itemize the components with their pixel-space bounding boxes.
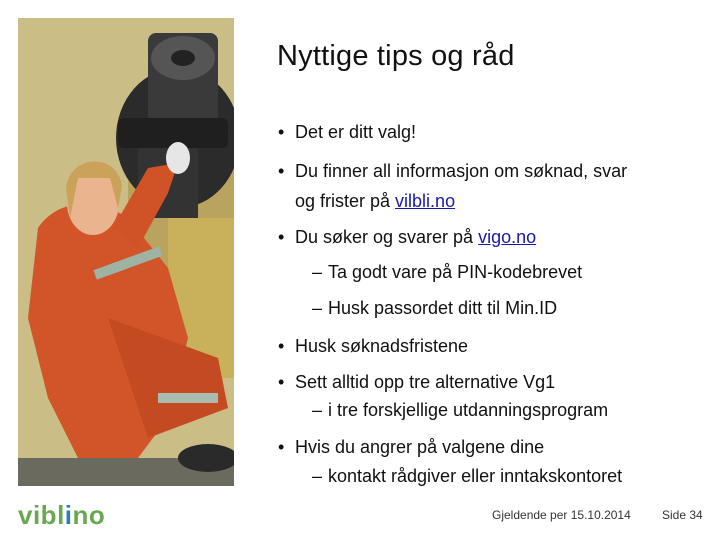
- bullet-item: [278, 159, 627, 183]
- bullet-marker: •: [278, 437, 285, 457]
- bullet-marker: •: [278, 372, 285, 392]
- dash-marker: –: [312, 400, 323, 420]
- slide-title: Nyttige tips og råd: [277, 40, 515, 72]
- logo-text-suffix: no: [72, 500, 106, 530]
- dash-marker: –: [312, 466, 323, 486]
- logo-text-prefix: vibl: [18, 500, 65, 530]
- bullet-text: Du søker og svarer på: [295, 227, 479, 247]
- worker-photo: [18, 18, 234, 486]
- dash-marker: –: [312, 298, 323, 318]
- bullet-text: Sett alltid opp tre alternative Vg1: [295, 372, 556, 392]
- sub-item: [312, 398, 608, 422]
- bullet-item: [278, 120, 416, 144]
- bullet-marker: •: [278, 227, 285, 247]
- bullet-item: [278, 225, 536, 249]
- bullet-text: Hvis du angrer på valgene dine: [295, 437, 545, 457]
- sub-item: [312, 296, 557, 320]
- bullet-item: [278, 334, 468, 358]
- bullet-marker: •: [278, 161, 285, 181]
- vilbli-logo: [18, 500, 105, 531]
- page-number: Side 34: [662, 508, 703, 522]
- worker-illustration: [18, 18, 234, 486]
- bullet-marker: •: [278, 122, 285, 142]
- bullet-text: Husk søknadsfristene: [295, 336, 469, 356]
- sub-text: Husk passordet ditt til Min.ID: [328, 298, 558, 318]
- sub-text: i tre forskjellige utdanningsprogram: [328, 400, 609, 420]
- sub-item: [312, 464, 622, 488]
- sub-text: kontakt rådgiver eller inntakskontoret: [328, 466, 623, 486]
- vigo-link[interactable]: vigo.no: [478, 227, 537, 247]
- bullet-item-continuation: [295, 189, 455, 213]
- sub-text: Ta godt vare på PIN-kodebrevet: [328, 262, 583, 282]
- bullet-item: [278, 370, 555, 394]
- footer-date: Gjeldende per 15.10.2014: [492, 508, 631, 522]
- bullet-text: Det er ditt valg!: [295, 122, 417, 142]
- sub-item: [312, 260, 582, 284]
- dash-marker: –: [312, 262, 323, 282]
- vilbli-link[interactable]: vilbli.no: [395, 191, 456, 211]
- bullet-item: [278, 435, 544, 459]
- logo-text-accent: i: [64, 500, 73, 530]
- bullet-text: Du finner all informasjon om søknad, svar: [295, 161, 628, 181]
- bullet-text: og frister på: [295, 191, 396, 211]
- bullet-marker: •: [278, 336, 285, 356]
